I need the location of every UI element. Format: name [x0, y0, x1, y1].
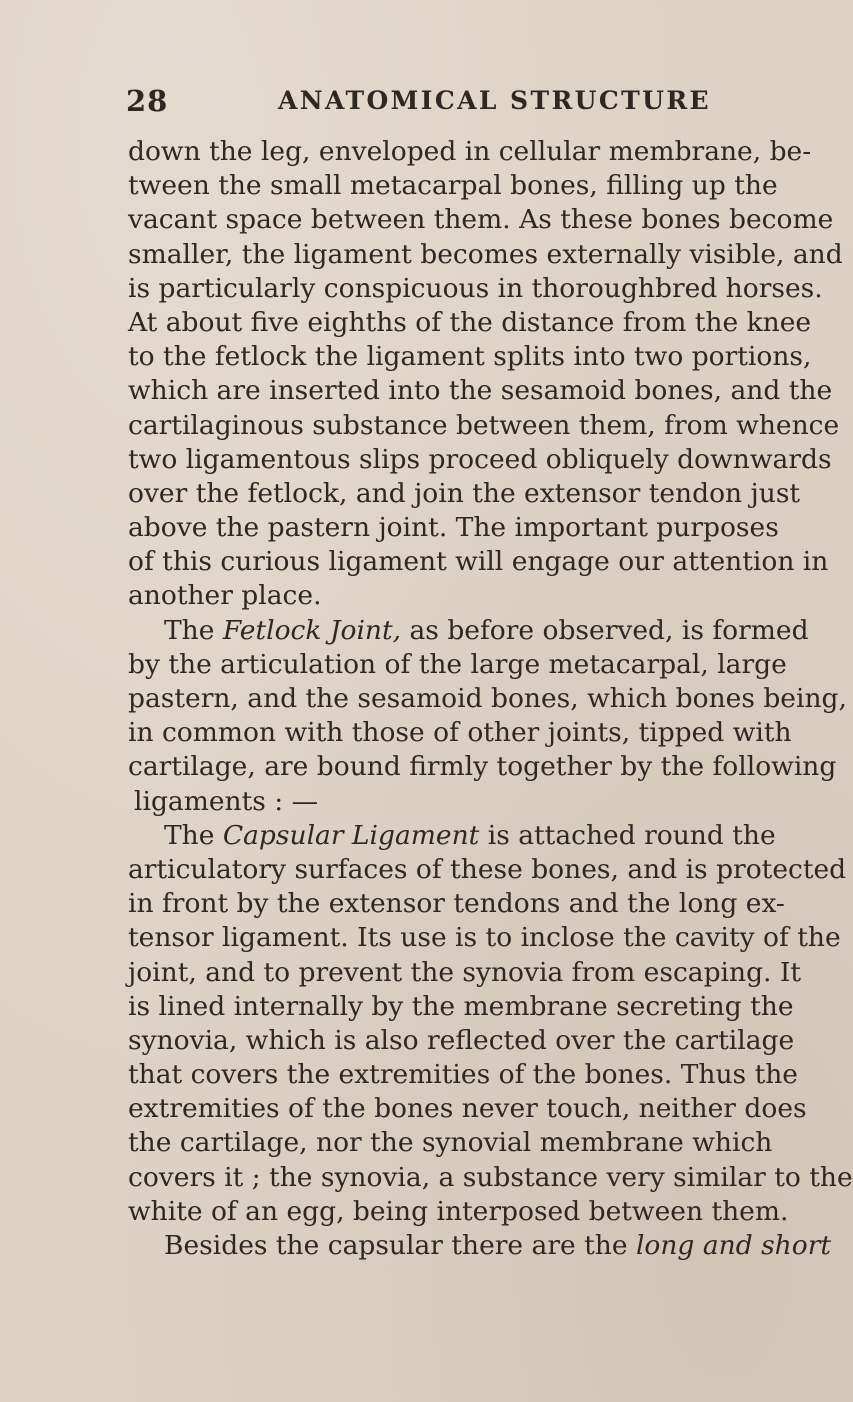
text-line: extremities of the bones never touch, neither does [128, 1093, 807, 1125]
text-segment: as before observed, is formed [401, 614, 809, 646]
text-line: smaller, the ligament becomes externally visible, and [128, 238, 843, 270]
paragraph-start-line [128, 819, 776, 853]
body-text [128, 135, 853, 1263]
text-line: two ligamentous slips proceed obliquely downwards [128, 443, 832, 475]
text-line: which are inserted into the sesamoid bones, and the [128, 375, 833, 407]
text-line: joint, and to prevent the synovia from escaping. It [128, 956, 802, 988]
text-line: tensor ligament. Its use is to inclose the cavity of the [128, 922, 841, 954]
text-line: covers it ; the synovia, a substance very similar to the [128, 1161, 853, 1193]
paragraph-start-line [128, 1229, 832, 1263]
text-segment: The [164, 819, 223, 851]
text-line: is particularly conspicuous in thoroughbred horses. [128, 272, 823, 304]
text-line: ligaments : — [134, 785, 319, 817]
text-line: is lined internally by the membrane secreting the [128, 990, 794, 1022]
text-line: by the articulation of the large metacarpal, large [128, 648, 787, 680]
text-line: cartilage, are bound firmly together by the following [128, 751, 837, 783]
text-line: over the fetlock, and join the extensor tendon just [128, 477, 801, 509]
text-line: At about five eighths of the distance from the knee [128, 306, 812, 338]
page-number: 28 [126, 84, 169, 118]
text-segment: is attached round the [479, 819, 776, 851]
text-line: to the fetlock the ligament splits into two portions, [128, 341, 812, 373]
text-line: of this curious ligament will engage our attention in [128, 546, 829, 578]
paragraph-start-line [128, 614, 809, 648]
text-segment: The [164, 614, 223, 646]
italic-term: Capsular Ligament [222, 819, 480, 851]
text-line: cartilaginous substance between them, from whence [128, 409, 840, 441]
text-line: that covers the extremities of the bones. Thus the [128, 1059, 798, 1091]
text-line: in front by the extensor tendons and the long ex- [128, 888, 785, 920]
text-line: another place. [128, 580, 322, 612]
text-line: above the pastern joint. The important purposes [128, 512, 779, 544]
text-line: in common with those of other joints, tipped with [128, 717, 792, 749]
text-line: articulatory surfaces of these bones, and is protected [128, 853, 847, 885]
text-line: pastern, and the sesamoid bones, which bones being, [128, 683, 847, 714]
text-line: tween the small metacarpal bones, filling up the [128, 170, 778, 202]
running-head: ANATOMICAL STRUCTURE [278, 86, 711, 115]
text-segment: Besides the capsular there are the [164, 1230, 636, 1261]
italic-term: long and short [635, 1230, 832, 1261]
text-line: down the leg, enveloped in cellular membrane, be- [128, 136, 812, 167]
text-line: the cartilage, nor the synovial membrane which [128, 1127, 773, 1159]
text-line: white of an egg, being interposed between them. [128, 1195, 789, 1227]
italic-term: Fetlock Joint, [222, 614, 402, 646]
page-header [128, 84, 728, 124]
text-line: synovia, which is also reflected over the cartilage [128, 1024, 795, 1056]
text-line: vacant space between them. As these bones become [128, 204, 834, 236]
